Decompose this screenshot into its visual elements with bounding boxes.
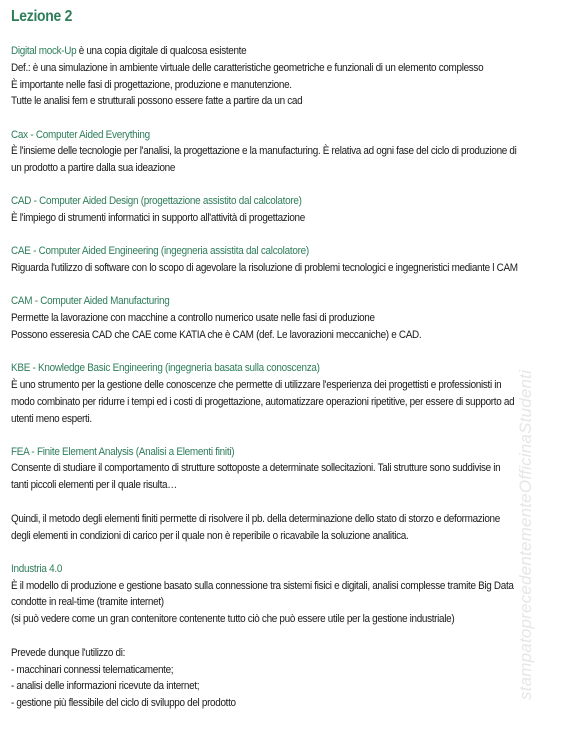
section-line: È importante nelle fasi di progettazione, produzione e manutenzione.	[11, 78, 292, 91]
section-heading: KBE - Knowledge Basic Engineering (ingegneria basata sulla conoscenza)	[11, 362, 320, 375]
section-line: È l'insieme delle tecnologie per l'analisi, la progettazione e la manufacturing. È relativa ad ogni fase del ciclo di produzione di	[11, 145, 517, 158]
section-line: modo combinato per ridurre i tempi ed i costi di progettazione, automatizzare operazioni ripetitive, per essere di supporto ad	[11, 395, 515, 408]
section-cad	[11, 193, 559, 227]
section-heading: Cax - Computer Aided Everything	[11, 128, 150, 141]
blank-line	[11, 494, 559, 511]
section-line: Permette la lavorazione con macchine a controllo numerico usate nelle fasi di produzione	[11, 312, 375, 325]
list-item: - macchinari connessi telematicamente;	[11, 663, 174, 676]
section-kbe	[11, 360, 559, 427]
section-line: utenti meno esperti.	[11, 412, 92, 425]
section-fea	[11, 444, 559, 545]
section-cae	[11, 243, 559, 277]
document-page	[11, 8, 559, 728]
section-line: È il modello di produzione e gestione basato sulla connessione tra sistemi fisici e digitali, analisi complesse tramite Big Data	[11, 579, 514, 592]
section-cax	[11, 127, 559, 177]
section-line: Possono esseresia CAD che CAE come KATIA che è CAM (def. Le lavorazioni meccaniche) e CAD.	[11, 328, 422, 341]
section-heading: FEA - Finite Element Analysis (Analisi a Elementi finiti)	[11, 445, 235, 458]
section-line	[11, 43, 515, 60]
section-heading: CAD - Computer Aided Design (progettazione assistito dal calcolatore)	[11, 195, 302, 208]
section-inline-text: è una copia digitale di qualcosa esistente	[76, 45, 247, 57]
section-line: condotte in real-time (tramite internet)	[11, 596, 164, 609]
list-item: - gestione più flessibile del ciclo di sviluppo del prodotto	[11, 697, 236, 710]
section-heading: Digital mock-Up	[11, 45, 77, 57]
section-line: È l'impiego di strumenti informatici in supporto all'attività di progettazione	[11, 212, 305, 225]
section-line: È uno strumento per la gestione delle conoscenze che permette di utilizzare l'esperienza dei progettisti e professionisti in	[11, 378, 502, 391]
blank-line	[11, 628, 559, 645]
section-line: tanti piccoli elementi per il quale risulta…	[11, 479, 177, 492]
section-line: Prevede dunque l'utilizzo di:	[11, 646, 126, 659]
page-title: Lezione 2	[11, 8, 73, 25]
section-line: un prodotto a partire dalla sua ideazione	[11, 162, 176, 175]
section-line: (si può vedere come un gran contenitore contenente tutto ciò che può essere utile per la gestione industriale)	[11, 613, 455, 626]
section-heading: Industria 4.0	[11, 562, 63, 575]
section-line: Def.: è una simulazione in ambiente virtuale delle caratteristiche geometriche e funzionali di un elemento complesso	[11, 61, 484, 74]
watermark: stampatoprecedentementeOfficinaStudenti	[516, 369, 535, 700]
section-heading: CAE - Computer Aided Engineering (ingegneria assistita dal calcolatore)	[11, 245, 309, 258]
section-line: Quindi, il metodo degli elementi finiti permette di risolvere il pb. della determinazione dello stato di storzo e deformazione	[11, 512, 500, 525]
section-digital-mockup	[11, 43, 559, 110]
section-cam	[11, 293, 559, 343]
section-line: Tutte le analisi fem e strutturali possono essere fatte a partire da un cad	[11, 95, 303, 108]
list-item: - analisi delle informazioni ricevute da internet;	[11, 680, 200, 693]
section-line: Riguarda l'utilizzo di software con lo scopo di agevolare la risoluzione di problemi tecnologici e ingegneristici mediante l CAM	[11, 262, 518, 275]
section-industria-40	[11, 561, 559, 712]
section-line: degli elementi in condizioni di carico per il quale non è reperibile o ricavabile la soluzione analitica.	[11, 529, 409, 542]
section-line: Consente di studiare il comportamento di strutture sottoposte a determinate sollecitazioni. Tali strutture sono suddivise in	[11, 462, 501, 475]
section-heading: CAM - Computer Aided Manufacturing	[11, 295, 170, 308]
